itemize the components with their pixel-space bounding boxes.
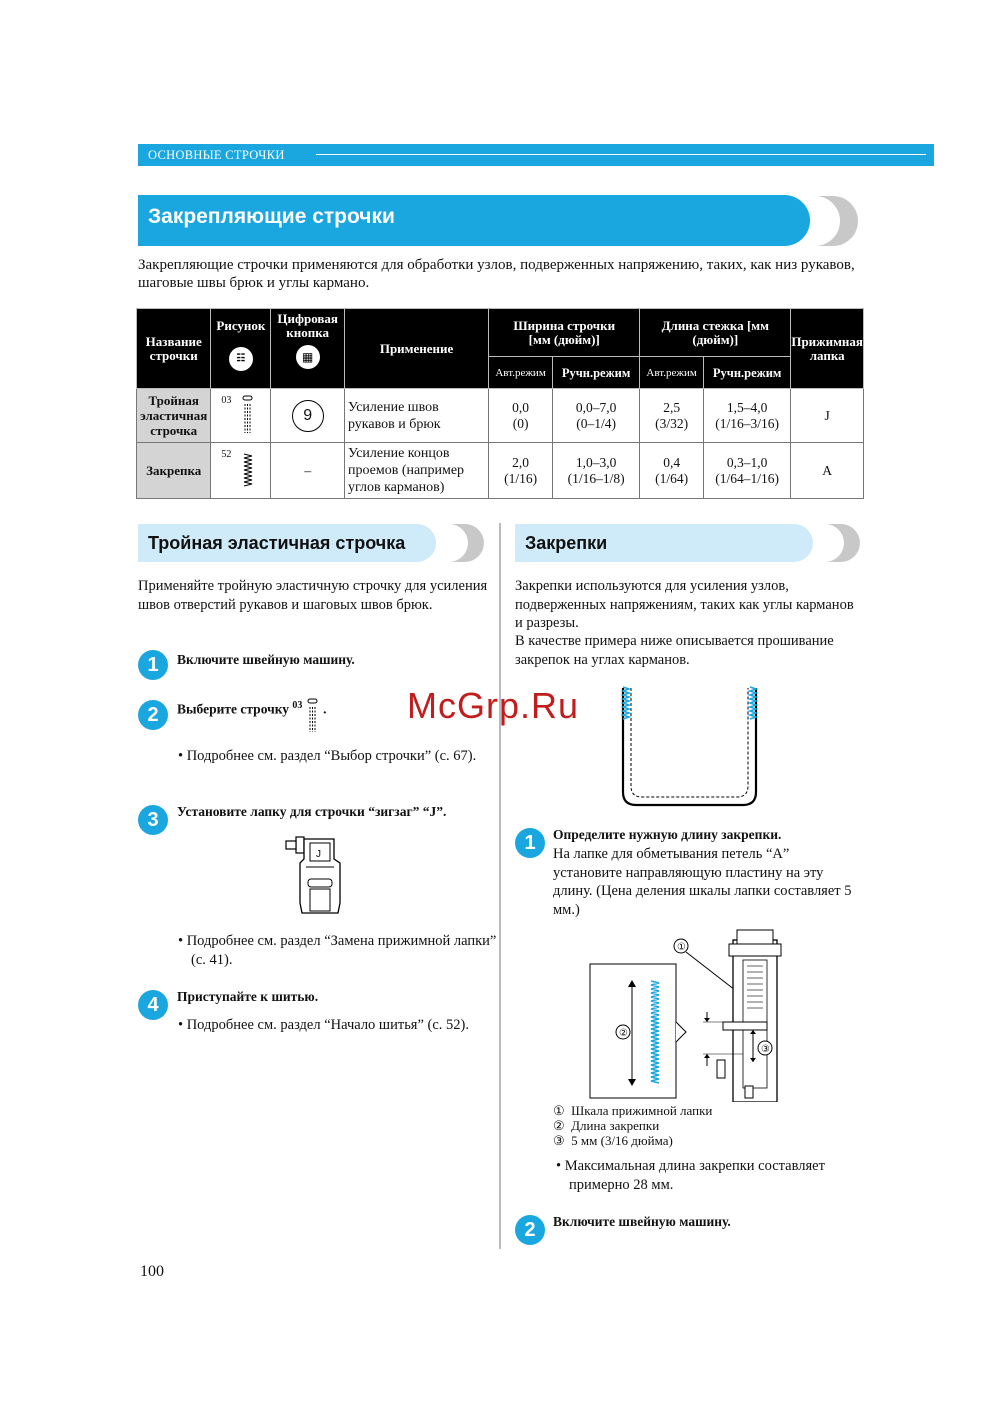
legend-mark: ③ (553, 1133, 565, 1148)
value-inch: (1/16) (504, 470, 538, 486)
page-title: Закрепляющие строчки (148, 205, 395, 228)
triple-stretch-stitch-icon (241, 395, 255, 435)
row-width-auto (489, 389, 553, 443)
right-intro-1: Закрепки используются для усиления узлов, подверженных напряжениям, таких как углы карманов и разрезы. (515, 578, 854, 631)
zigzag-foot-j-illustration (282, 833, 348, 917)
section-header-label: ОСНОВНЫЕ СТРОЧКИ (148, 148, 285, 162)
value-inch: (1/16–3/16) (715, 415, 780, 431)
pocket-illustration (615, 680, 765, 810)
step-title-suffix: . (323, 701, 327, 717)
step-number: 1 (138, 650, 168, 680)
legend-mark: ② (553, 1118, 565, 1133)
row-application: Усиление концов проемов (например углов карманов) (344, 443, 488, 499)
callout-2-label: ② (619, 1028, 628, 1039)
left-section-title: Тройная эластичная строчка (148, 533, 406, 553)
table-row (137, 443, 864, 499)
step-number: 3 (138, 805, 168, 835)
step-note-text: Подробнее см. раздел “Замена прижимной лапки” (с. 41). (186, 933, 497, 968)
row-width-manual (552, 389, 639, 443)
digit-button-icon: 9 (292, 400, 324, 432)
bartack-stitch-icon (243, 453, 253, 487)
step-title: Включите швейную машину. (177, 652, 355, 667)
value: 0,0 (512, 399, 530, 415)
th-length-manual: Ручн.режим (704, 357, 791, 389)
stitch-table (136, 308, 864, 499)
th-width: Ширина строчки [мм (дюйм)] (489, 309, 640, 357)
row-foot: J (791, 389, 864, 443)
left-intro: Применяйте тройную эластичную строчку для усиления швов отверстий рукавов и шаговых швов брюк. (138, 578, 488, 613)
th-digital (271, 309, 345, 389)
row-button (271, 389, 345, 443)
legend-text: 5 мм (3/16 дюйма) (571, 1133, 673, 1148)
value-inch: (3/32) (655, 415, 689, 431)
legend-item (553, 1133, 673, 1149)
step-title: Приступайте к шитью. (177, 989, 319, 1004)
right-section-title: Закрепки (525, 533, 608, 553)
watermark: McGrp.Ru (407, 685, 580, 726)
th-application: Применение (344, 309, 488, 389)
table-row (137, 389, 864, 443)
row-button: – (271, 443, 345, 499)
th-width-manual: Ручн.режим (552, 357, 639, 389)
pattern-key-icon: ☷ (229, 347, 253, 371)
row-width-auto (489, 443, 553, 499)
step-title: Определите нужную длину закрепки. (553, 827, 782, 842)
value-inch: (1/64) (655, 470, 689, 486)
value: 1,5–4,0 (726, 399, 768, 415)
callout-3-label: ③ (761, 1044, 770, 1055)
th-foot: Прижимная лапка (791, 309, 864, 389)
right-intro-2: В качестве примера ниже описывается прошивание закрепок на углах карманов. (515, 633, 834, 668)
row-length-auto (640, 443, 704, 499)
buttonhole-foot-diagram (585, 926, 795, 1102)
note: • Максимальная длина закрепки составляет примерно 28 мм. (556, 1158, 825, 1193)
row-name: Закрепка (137, 443, 211, 499)
step-title (177, 700, 327, 734)
step-note-text: Подробнее см. раздел “Выбор строчки” (с. 67). (186, 748, 477, 764)
th-length: Длина стежка [мм (дюйм)] (640, 309, 791, 357)
intro-text: Закрепляющие строчки применяются для обработки узлов, подверженных напряжению, таких, как низ рукавов, шаговые швы брюк и углы кармано. (138, 257, 855, 291)
legend-item (553, 1103, 712, 1119)
header-rule (316, 154, 926, 155)
th-digital-label: Цифровая кнопка (277, 311, 338, 340)
step-number: 2 (515, 1215, 545, 1245)
row-application: Усиление швов рукавов и брюк (344, 389, 488, 443)
step-note: • Подробнее см. раздел “Начало шитья” (с. 52). (178, 1017, 470, 1033)
triple-stretch-stitch-icon (306, 698, 320, 734)
th-width-auto: Авт.режим (489, 357, 553, 389)
row-name: Тройная эластичная строчка (137, 389, 211, 443)
value: 0,3–1,0 (726, 454, 768, 470)
value-inch: (0–1/4) (576, 415, 616, 431)
value: 2,5 (663, 399, 681, 415)
step-title-text: Выберите строчку (177, 701, 290, 717)
value-inch: (1/16–1/8) (567, 470, 625, 486)
step-text: На лапке для обметывания петель “A” установите направляющую пластину на эту длину. (Цена деления шкалы лапки составляет 5 мм.) (553, 846, 852, 918)
value: 0,4 (663, 454, 681, 470)
pattern-number: 03 (292, 700, 303, 711)
legend-text: Шкала прижимной лапки (571, 1103, 713, 1118)
step-note-text: Подробнее см. раздел “Начало шитья” (с. 52). (186, 1017, 470, 1033)
pattern-number: 03 (221, 395, 232, 406)
value: 1,0–3,0 (575, 454, 617, 470)
value-inch: (1/64–1/16) (715, 470, 780, 486)
numeric-key-icon: ▦ (296, 345, 320, 369)
callout-1-label: ① (677, 942, 686, 953)
row-foot: A (791, 443, 864, 499)
step-number: 1 (515, 828, 545, 858)
value: 0,0–7,0 (575, 399, 617, 415)
note-text: Максимальная длина закрепки составляет примерно 28 мм. (564, 1158, 825, 1193)
legend-text: Длина закрепки (571, 1118, 660, 1133)
th-name: Название строчки (137, 309, 211, 389)
row-pattern (211, 389, 271, 443)
row-length-manual (704, 389, 791, 443)
step-title: Включите швейную машину. (553, 1214, 731, 1229)
th-pattern-label: Рисунок (216, 318, 266, 333)
row-width-manual (552, 443, 639, 499)
row-pattern (211, 443, 271, 499)
step-number: 4 (138, 990, 168, 1020)
pattern-number: 52 (221, 449, 232, 460)
step-number: 2 (138, 700, 168, 730)
foot-letter: J (316, 849, 321, 860)
step-note: • Подробнее см. раздел “Замена прижимной лапки” (с. 41). (178, 933, 497, 968)
legend-mark: ① (553, 1103, 565, 1118)
th-length-auto: Авт.режим (640, 357, 704, 389)
row-length-auto (640, 389, 704, 443)
step-title: Установите лапку для строчки “зигзаг” “J”. (177, 804, 447, 819)
page-number: 100 (140, 1263, 164, 1280)
th-pattern (211, 309, 271, 389)
column-divider (499, 523, 501, 1249)
value: 2,0 (512, 454, 530, 470)
legend-item (553, 1118, 659, 1134)
row-length-manual (704, 443, 791, 499)
value-inch: (0) (512, 415, 529, 431)
step-note: • Подробнее см. раздел “Выбор строчки” (с. 67). (178, 748, 477, 764)
